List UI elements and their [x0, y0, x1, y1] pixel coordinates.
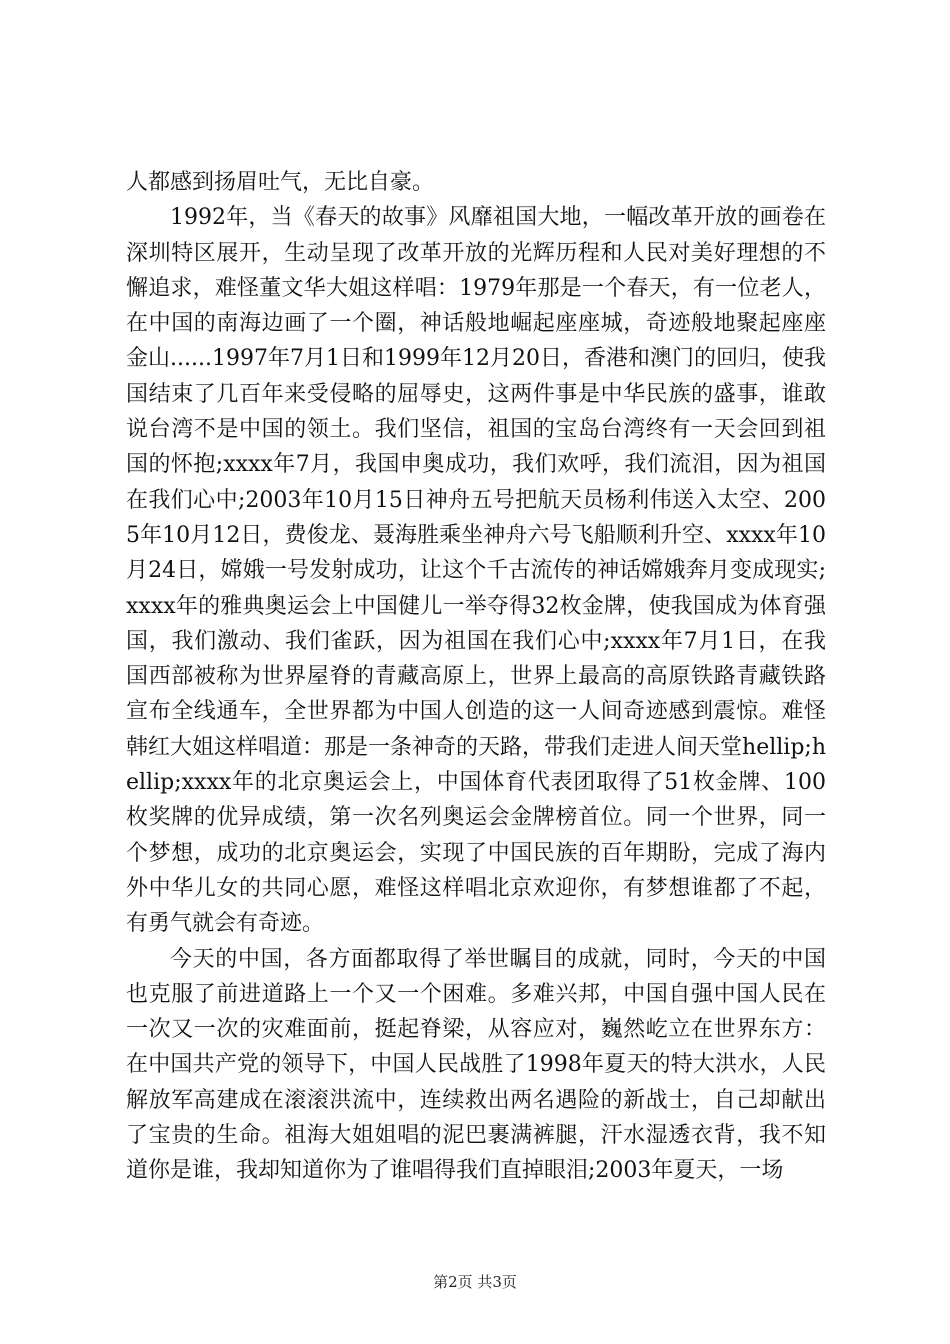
page-footer: 第2页 共3页 — [433, 1273, 517, 1291]
paragraph: 今天的中国，各方面都取得了举世瞩目的成就，同时，今天的中国也克服了前进道路上一个又一个困难。多难兴邦，中国自强中国人民在一次又一次的灾难面前，挺起脊梁，从容应对，巍然屹立在世界东方：在中国共产党的领导下，中国人民战胜了1998年夏天的特大洪水，人民解放军高建成在滚滚洪流中，连续救出两名遇险的新战士，自己却献出了宝贵的生命。祖海大姐姐唱的泥巴裹满裤腿，汗水湿透衣背，我不知道你是谁，我却知道你为了谁唱得我们直掉眼泪;2003年夏天，一场 — [126, 946, 826, 1184]
paragraph: 1992年，当《春天的故事》风靡祖国大地，一幅改革开放的画卷在深圳特区展开，生动呈现了改革开放的光辉历程和人民对美好理想的不懈追求，难怪董文华大姐这样唱：1979年那是一个春天，有一位老人，在中国的南海边画了一个圈，神话般地崛起座座城，奇迹般地聚起座座金山......1997年7月1日和1999年12月20日，香港和澳门的回归，使我国结束了几百年来受侵略的屈辱史，这两件事是中华民族的盛事，谁敢说台湾不是中国的领土。我们坚信，祖国的宝岛台湾终有一天会回到祖国的怀抱;xxxx年7月，我国申奥成功，我们欢呼，我们流泪，因为祖国在我们心中;2003年10月15日神舟五号把航天员杨利伟送入太空、2005年10月12日，费俊龙、聂海胜乘坐神舟六号飞船顺利升空、xxxx年10月24日，嫦娥一号发射成功，让这个千古流传的神话嫦娥奔月变成现实;xxxx年的雅典奥运会上中国健儿一举夺得32枚金牌，使我国成为体育强国，我们激动、我们雀跃，因为祖国在我们心中;xxxx年7月1日，在我国西部被称为世界屋脊的青藏高原上，世界上最高的高原铁路青藏铁路宣布全线通车，全世界都为中国人创造的这一人间奇迹感到震惊。难怪韩红大姐这样唱道：那是一条神奇的天路，带我们走进人间天堂hellip;hellip;xxxx年的北京奥运会上，中国体育代表团取得了51枚金牌、100枚奖牌的优异成绩，第一次名列奥运会金牌榜首位。同一个世界，同一个梦想，成功的北京奥运会，实现了中国民族的百年期盼，完成了海内外中华儿女的共同心愿，难怪这样唱北京欢迎你，有梦想谁都了不起，有勇气就会有奇迹。 — [126, 205, 826, 937]
document-body — [126, 165, 826, 1189]
paragraph-continuation: 人都感到扬眉吐气，无比自豪。 — [126, 170, 435, 195]
